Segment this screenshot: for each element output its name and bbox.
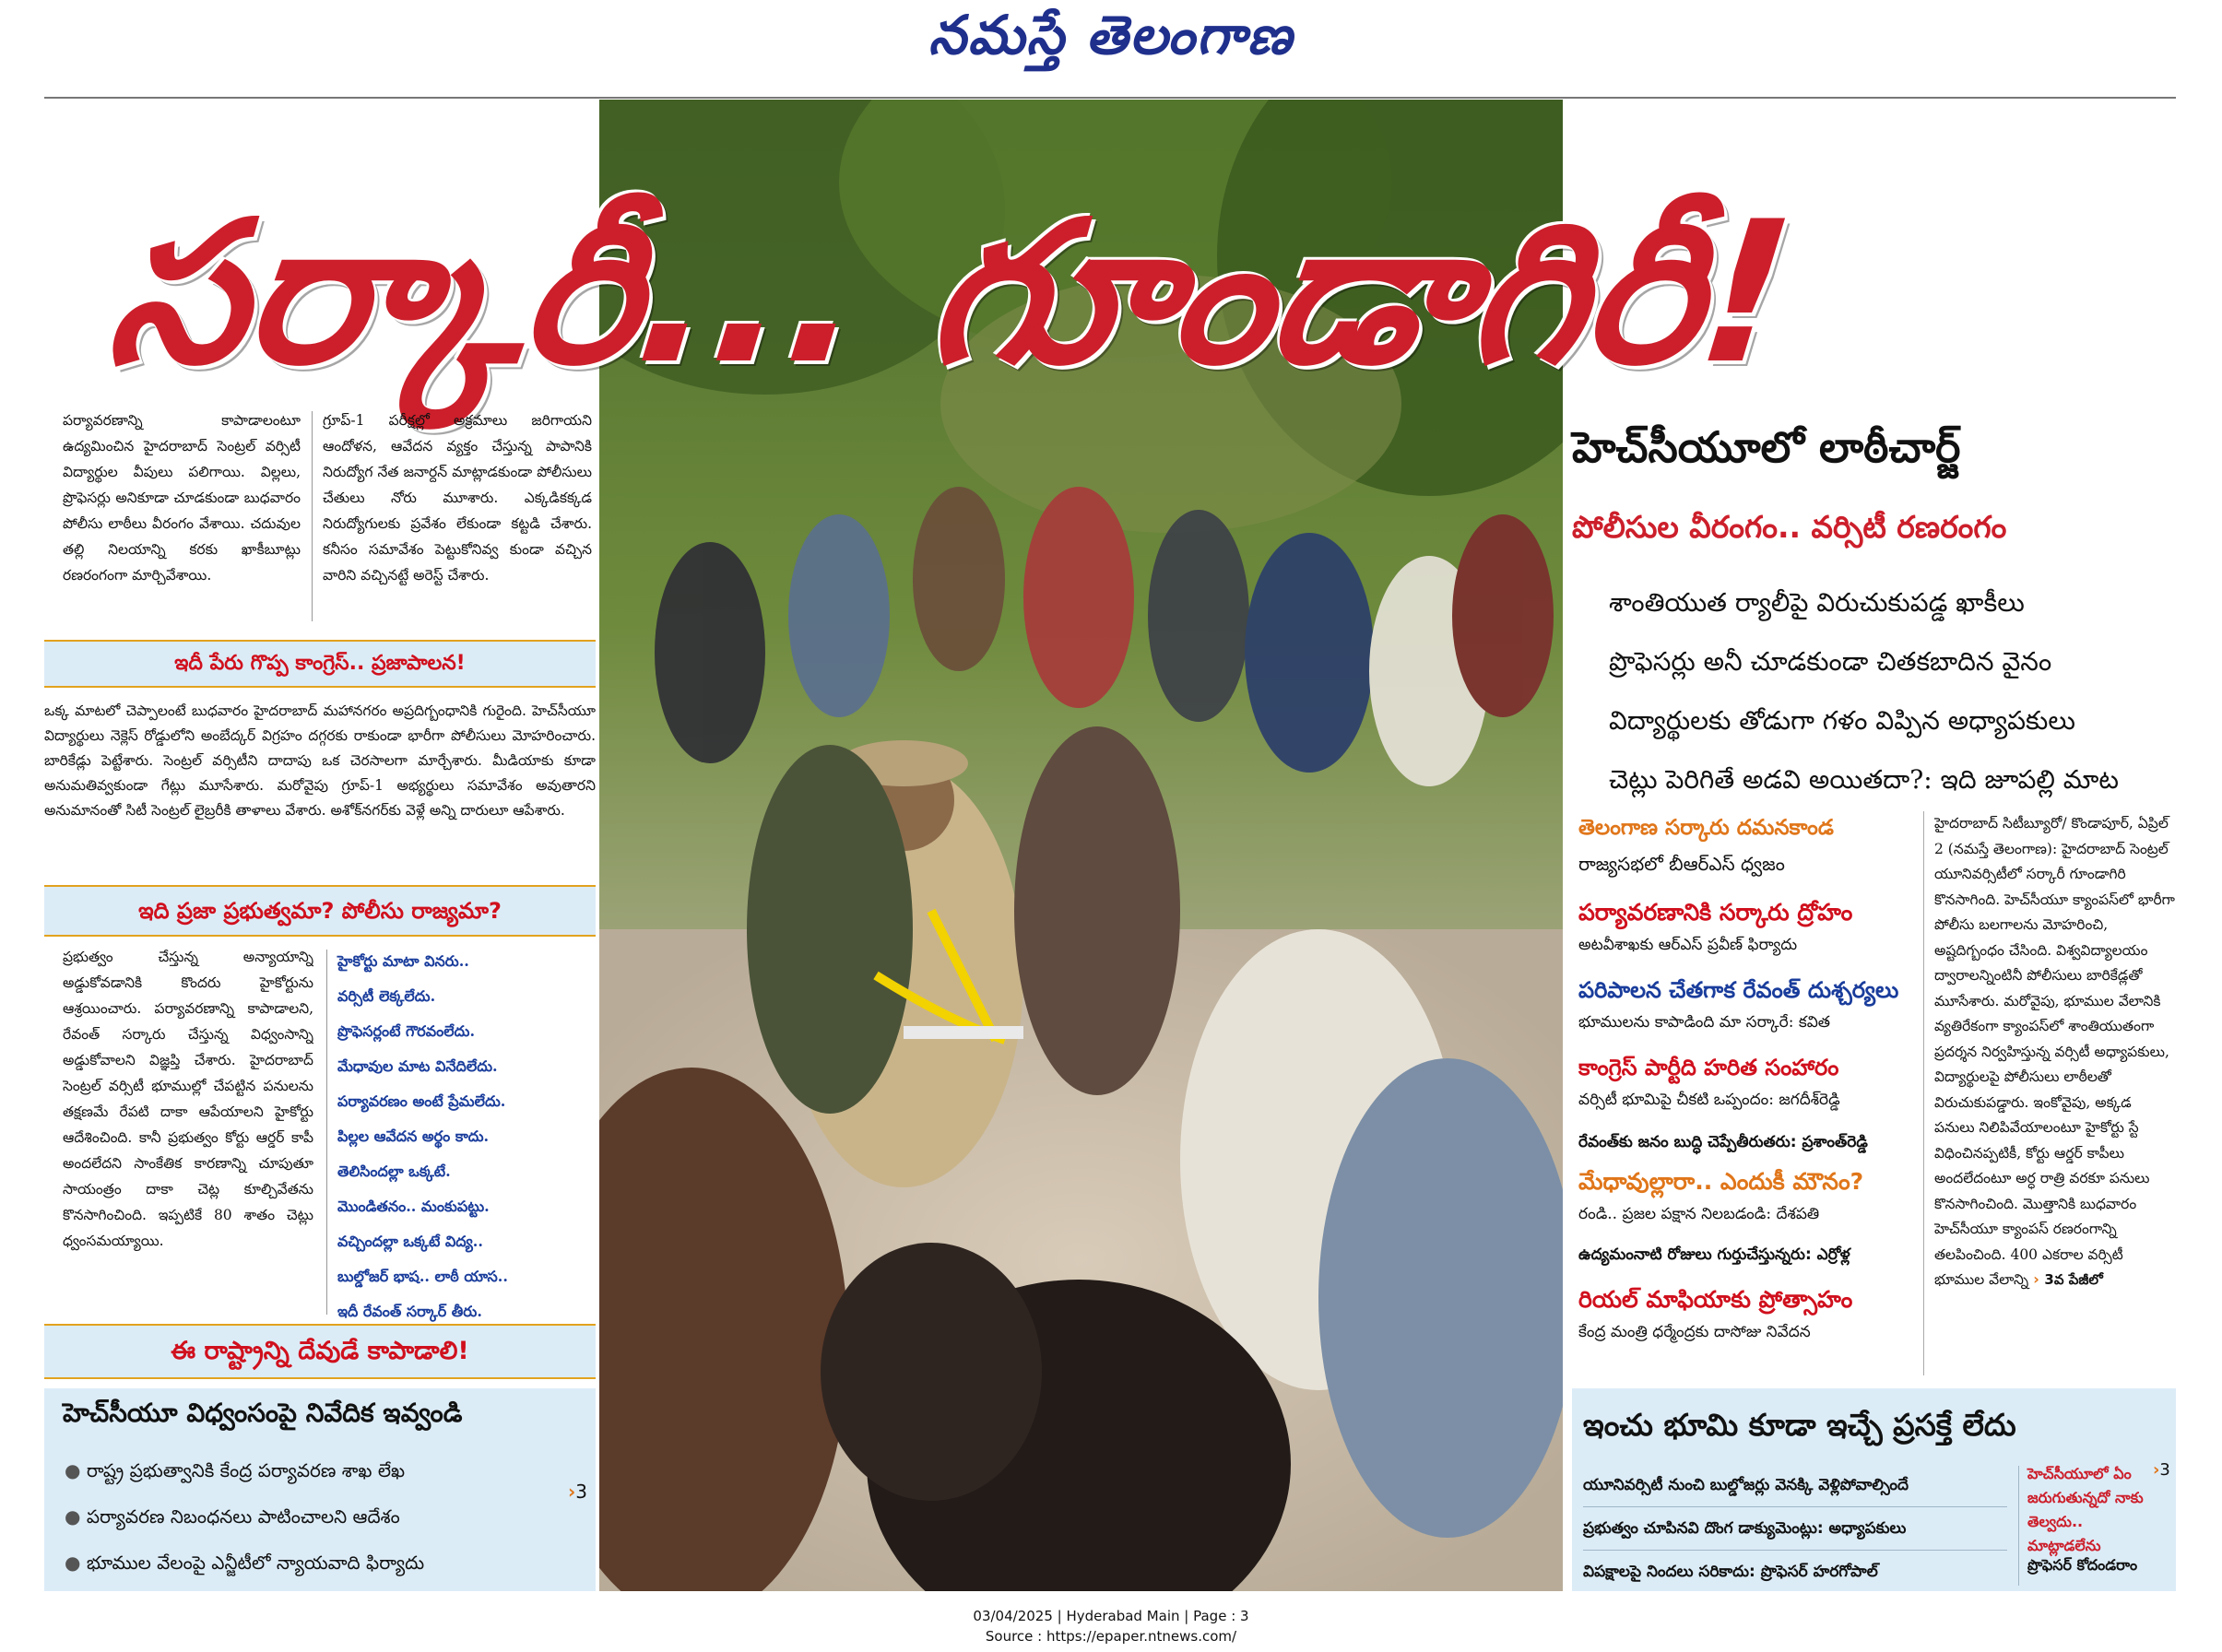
footer-dateline: 03/04/2025 | Hyderabad Main | Page : 3: [973, 1608, 1249, 1624]
bullet-icon: ●: [65, 1552, 87, 1574]
side-item: [1578, 1281, 1852, 1346]
side-item: [1578, 1128, 1868, 1156]
side-item: [1578, 1163, 1863, 1228]
right-story-body: హైదరాబాద్ సిటీబ్యూరో/ కొండాపూర్, ఏప్రిల్ 2 (నమస్తే తెలంగాణ): హైదరాబాద్ సెంట్రల్ యూనివర్సిటీలో సర్కారీ గూండాగిరి కొనసాగింది. హెచ్‌సీయూ క్యాంపస్‌లో భారీగా పోలీసు బలగాలను మోహరించి, అష్టదిగ్బంధం చేసింది. విశ్వవిద్యాలయం ద్వారాలన్నింటినీ పోలీసులు బారికేడ్లతో మూసేశారు. మరోవైపు, భూముల వేలానికి వ్యతిరేకంగా క్యాంపస్‌లో శాంతియుతంగా ప్రదర్శన నిర్వహిస్తున్న వర్సిటీ అధ్యాపకులు, విద్యార్థులపై పోలీసులు లాఠీలతో విరుచుకుపడ్డారు. ఇంకోవైపు, అక్కడ పనులు నిలిపివేయాలంటూ హైకోర్టు స్టే విధించినప్పటికీ, కోర్టు ఆర్డర్ కాపీలు అందలేదంటూ అర్ధ రాత్రి వరకూ పనులు కొనసాగించింది. మొత్తానికి బుధవారం హెచ్‌సీయూ క్యాంపస్ రణరంగాన్ని తలపించింది. 400 ఎకరాల వర్సిటీ భూముల వేలాన్ని: [1934, 815, 2175, 1288]
deck-line: ప్రొఫెసర్లు అనీ చూడకుండా చితకబాదిన వైనం: [1609, 646, 2052, 677]
side-item: [1578, 1241, 1850, 1268]
right-story: [1934, 811, 2176, 1375]
page-ref: ›3: [568, 1481, 587, 1503]
slogan-item: బుల్డోజర్ భాష.. లాఠీ యాస..: [337, 1268, 508, 1285]
side-item: [1578, 894, 1852, 959]
side-item-sub: వర్సిటీ భూమిపై చీకటి ఒప్పందం: జగదీశ్‌రెడ్డి: [1578, 1091, 1840, 1109]
column-divider: [312, 411, 313, 621]
bottom-right-side-quote: హెచ్‌సీయూలో ఏం జరుగుతున్నదో నాకు తెల్వదు.. మాట్లాడలేను: [2027, 1465, 2144, 1554]
side-item-head: ఉద్యమంనాటి రోజులు గుర్తుచేస్తున్నరు: ఎర్రోళ్ల: [1578, 1245, 1850, 1264]
section-band-1: ఇదీ పేరు గొప్ప కాంగ్రెస్.. ప్రజాపాలన!: [44, 640, 596, 688]
bottom-right-box: [1572, 1388, 2176, 1591]
chevron-right-icon: ›: [2153, 1460, 2160, 1480]
slogan-item: వచ్చిందల్లా ఒక్కటే విద్య..: [337, 1233, 483, 1250]
page-ref: ›3: [2153, 1460, 2170, 1480]
right-lead-block: [1572, 415, 2176, 809]
chevron-right-icon: ›: [2033, 1270, 2045, 1288]
bottom-right-line: యూనివర్సిటీ నుంచి బుల్డోజర్లు వెనక్కి వెళ్లిపోవాల్సిందే: [1583, 1464, 2007, 1507]
side-item-sub: అటవీశాఖకు ఆర్‌ఎస్ ప్రవీణ్ ఫిర్యాదు: [1578, 936, 1798, 954]
column-divider: [2018, 1466, 2019, 1586]
slogan-item: హైకోర్టు మాటా వినరు..: [337, 952, 469, 970]
side-item-head: మేధావుల్లారా.. ఎందుకీ మౌనం?: [1578, 1168, 1864, 1195]
column-divider: [1923, 811, 1924, 1375]
side-item-head: కాంగ్రెస్ పార్టీది హరిత సంహారం: [1578, 1055, 1839, 1080]
slogan-item: ప్రొఫెసర్లంటే గౌరవంలేదు.: [337, 1022, 476, 1040]
slogan-list: [337, 944, 596, 1329]
bottom-right-lines: [1583, 1464, 2007, 1593]
slogan-item: మొండితనం.. మంకుపట్టు.: [337, 1198, 490, 1215]
side-item-sub: రాజ్యసభలో బీఆర్‌ఎస్ ధ్వజం: [1578, 853, 1785, 875]
section-band-2: ఇది ప్రజా ప్రభుత్వమా? పోలీసు రాజ్యమా?: [44, 885, 596, 937]
side-item-head: రేవంత్‌కు జనం బుద్ధి చెప్పేతీరుతరు: ప్రశాంత్‌రెడ్డి: [1578, 1133, 1868, 1151]
left-para-2: ఒక్క మాటలో చెప్పాలంటే బుధవారం హైదరాబాద్ మహానగరం అప్రదిగ్బంధానికి గురైంది. హెచ్‌సీయూ విద్యార్థులు నెక్లెస్ రోడ్డులోని అంబేద్కర్ విగ్రహం దగ్గరకు రాకుండా భారీగా పోలీసులు మోహరించారు. బారికేడ్లు పెట్టేశారు. సెంట్రల్ వర్సిటీని దాదాపు ఒక చెరసాలగా మార్చేశారు. మీడియాకు కూడా అనుమతివ్వకుండా గేట్లు మూసేశారు. మరోవైపు గ్రూప్-1 అభ్యర్థులు సమావేశం అవుతారని అనుమానంతో సిటీ సెంట్రల్ లైబ్రరీకి తాళాలు వేశారు. అశోక్‌నగర్‌కు వెళ్లే అన్ని దారులూ ఆపేశారు.: [44, 702, 596, 819]
slogan-item: తెలిసిందల్లా ఒక్కటే.: [337, 1162, 451, 1180]
left-intro-para: పర్యావరణాన్ని కాపాడాలంటూ ఉద్యమించిన హైదరాబాద్ సెంట్రల్ వర్సిటీ విద్యార్థుల వీపులు పలిగాయి. విల్లలు, ప్రొఫెసర్లు అనికూడా చూడకుండా బుధవారం పోలీసు లాఠీలు వీరంగం వేశాయి. చదువుల తల్లి నిలయాన్ని కరకు ఖాకీబూట్లు రణరంగంగా మార్చివేశాయి.: [63, 412, 301, 584]
deck-line: విద్యార్థులకు తోడుగా గళం విప్పిన అధ్యాపకులు: [1609, 705, 2075, 736]
side-item-head: రియల్ మాఫియాకు ప్రోత్సాహం: [1578, 1286, 1853, 1313]
side-item-sub: భూములను కాపాడింది మా సర్కారే: కవిత: [1578, 1013, 1831, 1032]
slogan-item: పిల్లల ఆవేదన అర్థం కాదు.: [337, 1127, 490, 1145]
bullet-icon: ●: [65, 1459, 87, 1481]
side-item: [1578, 972, 1898, 1036]
side-item: [1578, 809, 1834, 881]
chevron-right-icon: ›: [568, 1481, 576, 1503]
bottom-right-line: ప్రభుత్వం చూపినవి దొంగ డాక్యుమెంట్లు: అధ్యాపకులు: [1583, 1507, 2007, 1551]
story-continued-ref: 3వ పేజీలో: [2044, 1271, 2103, 1288]
bullet-item: ● రాష్ట్ర ప్రభుత్వానికి కేంద్ర పర్యావరణ శాఖ లేఖ: [65, 1459, 406, 1481]
bottom-left-title: హెచ్‌సీయూ విధ్వంసంపై నివేదిక ఇవ్వండి: [63, 1398, 463, 1428]
left-para-3: ప్రభుత్వం చేస్తున్న అన్యాయాన్ని అడ్డుకోవడానికి కొందరు హైకోర్టును ఆశ్రయించారు. పర్యావరణాన్ని కాపాడాలని, రేవంత్ సర్కారు చేస్తున్న విధ్వంసాన్ని అడ్డుకోవాలని విజ్ఞప్తి చేశారు. హైదరాబాద్ సెంట్రల్ వర్సిటీ భూముల్లో చేపట్టిన పనులను తక్షణమే రేపటి దాకా ఆపేయాలని హైకోర్టు ఆదేశించింది. కానీ ప్రభుత్వం కోర్టు ఆర్డర్ కాపీ అందలేదని సాంకేతిక కారణాన్ని చూపుతూ సాయంత్రం దాకా చెట్ల కూల్చివేతను కొనసాగించింది. ఇప్పటికే 80 శాతం చెట్లు ధ్వంసమయ్యాయి.: [63, 949, 313, 1249]
deck-list: [1609, 573, 2119, 809]
side-items: [1578, 809, 1915, 1381]
right-main-headline: హెచ్‌సీయూలో లాఠీచార్జ్: [1572, 422, 1961, 472]
slogan-item: పర్యావరణం అంటే ప్రేమలేదు.: [337, 1092, 506, 1110]
masthead: [0, 0, 2222, 92]
main-headline: సర్కారీ... గూండాగిరీ!: [99, 179, 1803, 407]
slogan-item: ఇదీ రేవంత్ సర్కార్ తీరు.: [337, 1303, 482, 1320]
side-item-head: పరిపాలన చేతగాక రేవంత్ దుశ్చర్యలు: [1578, 977, 1899, 1003]
bottom-left-box: [44, 1388, 596, 1591]
deck-line: శాంతియుత ర్యాలీపై విరుచుకుపడ్డ ఖాకీలు: [1609, 587, 2025, 618]
footer-source: Source : https://epaper.ntnews.com/: [985, 1628, 1237, 1645]
bottom-right-side-name: ప్రొఫెసర్ కోదండరాం: [2027, 1556, 2138, 1574]
deck-line: చెట్లు పెరిగితే అడవి అయితదా?: ఇది జూపల్లి మాట: [1609, 764, 2120, 795]
bottom-left-list: [65, 1447, 562, 1586]
slogan-item: మేధావుల మాట వినేదిలేదు.: [337, 1057, 498, 1075]
bottom-right-line: విపక్షాలపై నిందలు సరికాదు: ప్రొఫెసర్ హరగోపాల్: [1583, 1563, 1878, 1581]
right-sub-headline: పోలీసుల వీరంగం.. వర్సిటీ రణరంగం: [1572, 509, 2007, 545]
left-intro-para-2: గ్రూప్-1 పరీక్షల్లో అక్రమాలు జరిగాయని ఆందోళన, ఆవేదన వ్యక్తం చేస్తున్న పాపానికి నిరుద్యోగ నేత జనార్దన్ మాట్లాడకుండా పోలీసులు చేతులు నోరు మూశారు. ఎక్కడికక్కడ నిరుద్యోగులకు ప్రవేశం లేకుండా కట్టడి చేశారు. కనీసం సమావేశం పెట్టుకోనివ్వ కుండా వచ్చిన వారిని వచ్చినట్టే అరెస్ట్ చేశారు.: [323, 412, 592, 584]
masthead-divider: [44, 97, 2176, 99]
bottom-right-title: ఇంచు భూమి కూడా ఇచ్చే ప్రసక్తే లేదు: [1583, 1407, 2016, 1443]
bullet-item: ● భూముల వేలంపై ఎన్జీటీలో న్యాయవాది ఫిర్యాదు: [65, 1552, 425, 1574]
side-item-sub: రండి.. ప్రజల పక్షాన నిలబడండి: దేశపతి: [1578, 1205, 1820, 1223]
bullet-item: ● పర్యావరణ నిబంధనలు పాటించాలని ఆదేశం: [65, 1505, 400, 1528]
section-band-3: ఈ రాష్ట్రాన్ని దేవుడే కాపాడాలి!: [44, 1324, 596, 1379]
side-item-head: తెలంగాణ సర్కారు దమనకాండ: [1578, 816, 1834, 840]
column-divider: [326, 950, 327, 1315]
newspaper-title: నమస్తే తెలంగాణ: [928, 4, 1294, 66]
slogan-item: వర్సిటీ లెక్కలేదు.: [337, 987, 436, 1005]
side-item: [1578, 1049, 1840, 1114]
side-item-head: పర్యావరణానికి సర్కారు ద్రోహం: [1578, 899, 1853, 926]
bullet-icon: ●: [65, 1505, 87, 1528]
side-item-sub: కేంద్ర మంత్రి ధర్మేంద్రకు దాసోజు నివేదన: [1578, 1323, 1811, 1341]
